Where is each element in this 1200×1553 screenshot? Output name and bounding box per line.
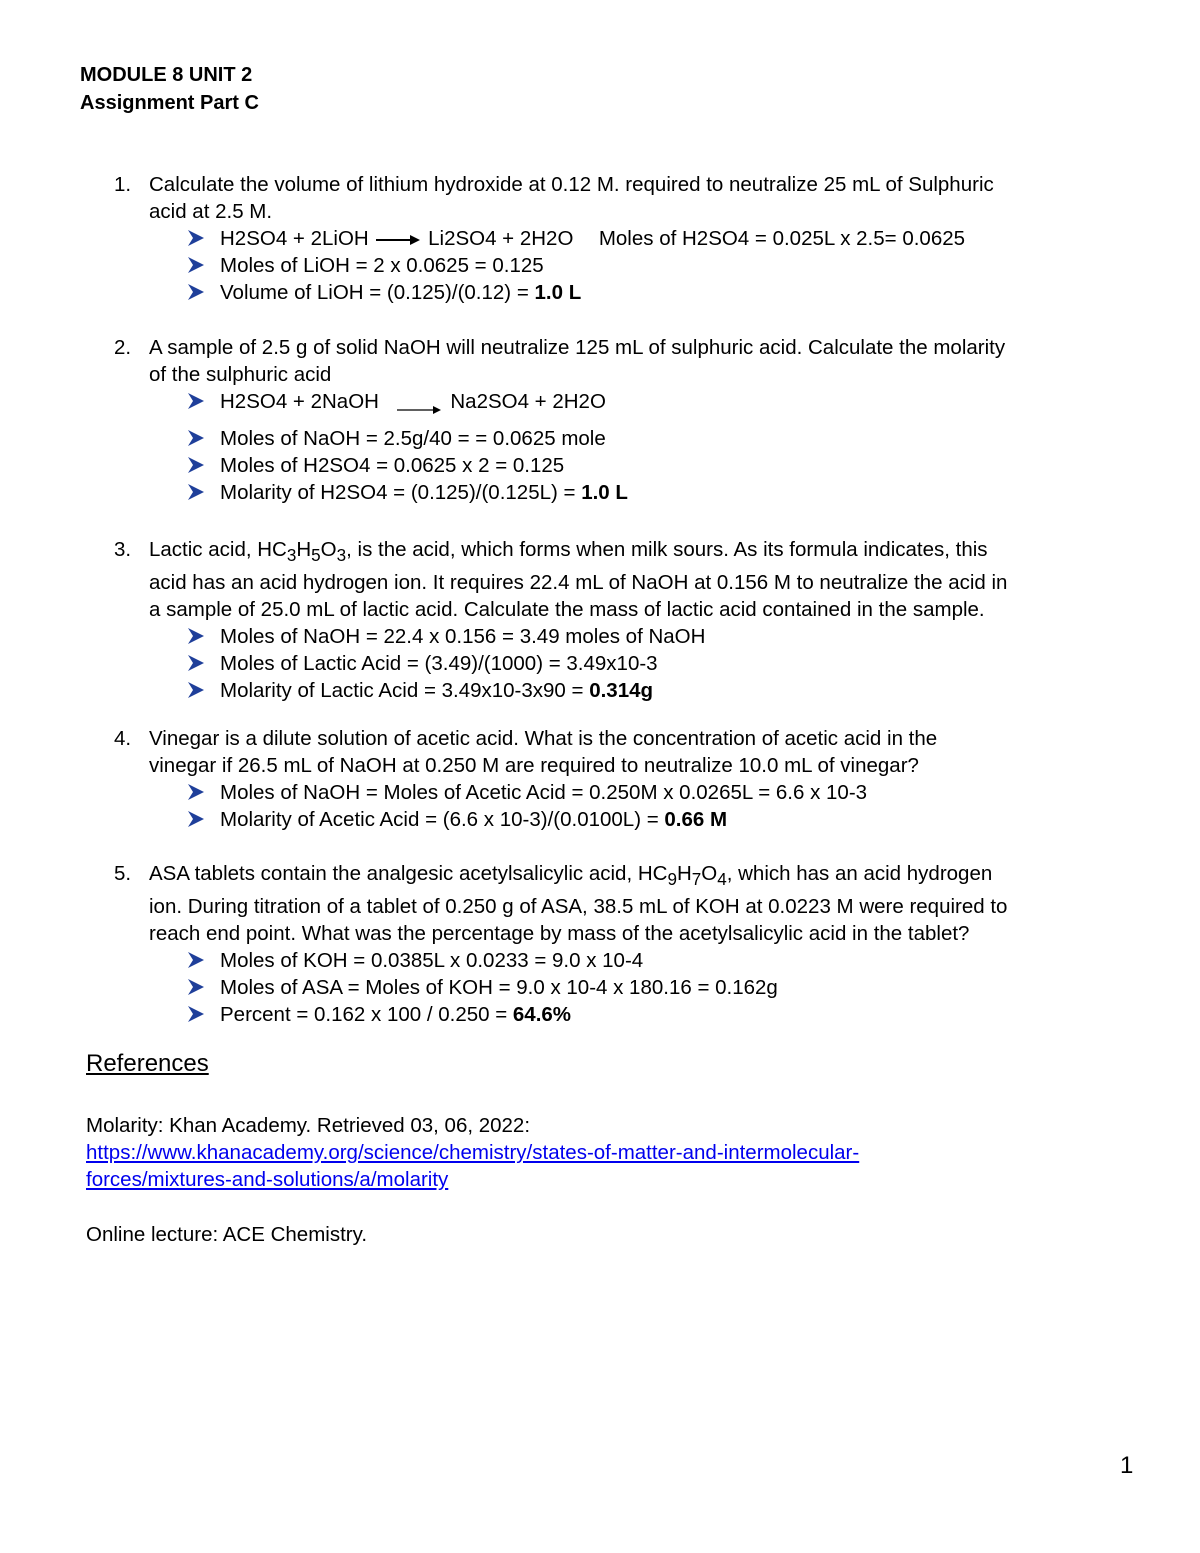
solution-steps bbox=[114, 225, 1154, 306]
arrowhead-bullet-icon bbox=[186, 653, 206, 673]
answer: 0.314g bbox=[589, 679, 654, 703]
step-text: Moles of NaOH = 22.4 x 0.156 = 3.49 moles of NaOH bbox=[220, 625, 706, 649]
question-line: A sample of 2.5 g of solid NaOH will neutralize 125 mL of sulphuric acid. Calculate the molarity bbox=[149, 336, 1006, 359]
step-text: Volume of LiOH = (0.125)/(0.12) = bbox=[220, 281, 535, 304]
step-equation bbox=[186, 225, 1154, 252]
step bbox=[186, 425, 1154, 452]
arrowhead-bullet-icon bbox=[186, 282, 206, 302]
solution-steps bbox=[114, 623, 1154, 704]
step bbox=[186, 779, 1154, 806]
question-line: reach end point. What was the percentage by mass of the acetylsalicylic acid in the tablet? bbox=[149, 922, 970, 946]
step-equation bbox=[186, 388, 1154, 425]
question-number: 2. bbox=[114, 336, 132, 359]
page-number: 1 bbox=[1120, 1452, 1134, 1479]
reference-text: Molarity: Khan Academy. Retrieved 03, 06, 2022: bbox=[86, 1114, 531, 1137]
reference-link[interactable] bbox=[86, 1141, 859, 1191]
question-5 bbox=[114, 860, 1154, 1028]
arrowhead-bullet-icon bbox=[186, 782, 206, 802]
equation-products: Na2SO4 + 2H2O bbox=[450, 390, 606, 413]
question-line bbox=[149, 860, 1154, 893]
step bbox=[186, 452, 1154, 479]
solution-steps bbox=[114, 947, 1154, 1028]
answer: 0.66 M bbox=[664, 808, 728, 831]
step-text: Molarity of H2SO4 = (0.125)/(0.125L) = bbox=[220, 481, 582, 504]
step-text: Molarity of Acetic Acid = (6.6 x 10-3)/(0.0100L) = bbox=[220, 808, 665, 831]
step-text: Moles of NaOH = 2.5g/40 = = 0.0625 mole bbox=[220, 427, 606, 450]
reference-link-line: forces/mixtures-and-solutions/a/molarity bbox=[86, 1168, 449, 1191]
question-text bbox=[149, 334, 1154, 388]
step-text: Moles of LiOH = 2 x 0.0625 = 0.125 bbox=[220, 254, 544, 277]
answer: 1.0 L bbox=[534, 281, 582, 304]
equation-reactants: H2SO4 + 2NaOH bbox=[220, 390, 379, 413]
question-number: 1. bbox=[114, 173, 132, 196]
question-1 bbox=[114, 171, 1154, 306]
text-run: H bbox=[676, 862, 692, 885]
question-line: Calculate the volume of lithium hydroxide at 0.12 M. required to neutralize 25 mL of Sulphuric bbox=[149, 173, 994, 196]
solution-steps bbox=[114, 779, 1154, 833]
step-text: Moles of Lactic Acid = (3.49)/(1000) = 3.49x10-3 bbox=[220, 652, 658, 676]
answer: 64.6% bbox=[512, 1003, 572, 1027]
step-text: Moles of ASA = Moles of KOH = 9.0 x 10-4 x 180.16 = 0.162g bbox=[220, 976, 778, 1000]
reaction-arrow-icon bbox=[385, 388, 445, 418]
reference-entry-khan bbox=[86, 1112, 859, 1193]
question-3 bbox=[114, 536, 1154, 704]
step bbox=[186, 650, 1154, 677]
equation-reactants: H2SO4 + 2LiOH bbox=[220, 227, 369, 250]
arrowhead-bullet-icon bbox=[186, 455, 206, 475]
arrowhead-bullet-icon bbox=[186, 391, 206, 411]
text-run: O bbox=[320, 538, 337, 561]
step-text: Moles of H2SO4 = 0.0625 x 2 = 0.125 bbox=[220, 454, 565, 477]
arrowhead-bullet-icon bbox=[186, 228, 206, 248]
step-text: Percent = 0.162 x 100 / 0.250 = bbox=[220, 1003, 513, 1027]
text-run: Lactic acid, HC bbox=[149, 538, 287, 561]
step bbox=[186, 1001, 1154, 1028]
subscript: 9 bbox=[667, 870, 677, 890]
question-line bbox=[149, 536, 1154, 569]
solution-steps bbox=[114, 388, 1154, 506]
subscript: 7 bbox=[691, 870, 702, 890]
arrowhead-bullet-icon bbox=[186, 428, 206, 448]
question-line: ion. During titration of a tablet of 0.250 g of ASA, 38.5 mL of KOH at 0.0223 M were required to bbox=[149, 895, 1008, 919]
reference-link-line: https://www.khanacademy.org/science/chemistry/states-of-matter-and-intermolecular- bbox=[86, 1141, 860, 1164]
step bbox=[186, 806, 1154, 833]
question-line: a sample of 25.0 mL of lactic acid. Calculate the mass of lactic acid contained in the sample. bbox=[149, 598, 985, 622]
text-run: ASA tablets contain the analgesic acetylsalicylic acid, HC bbox=[149, 862, 668, 885]
arrowhead-bullet-icon bbox=[186, 809, 206, 829]
reaction-arrow-icon bbox=[374, 233, 422, 247]
arrowhead-bullet-icon bbox=[186, 680, 206, 700]
step-text: Molarity of Lactic Acid = 3.49x10-3x90 = bbox=[220, 679, 590, 703]
step-text: Moles of H2SO4 = 0.025L x 2.5= 0.0625 bbox=[598, 227, 966, 250]
step bbox=[186, 623, 1154, 650]
question-text bbox=[149, 725, 1154, 779]
text-run: , which has an acid hydrogen bbox=[726, 862, 993, 885]
question-text bbox=[149, 171, 1154, 225]
subscript: 3 bbox=[336, 546, 347, 566]
question-2 bbox=[114, 334, 1154, 506]
arrowhead-bullet-icon bbox=[186, 1004, 206, 1024]
subscript: 5 bbox=[311, 546, 321, 566]
step-text: Moles of KOH = 0.0385L x 0.0233 = 9.0 x 10-4 bbox=[220, 949, 644, 973]
arrowhead-bullet-icon bbox=[186, 626, 206, 646]
question-text bbox=[149, 536, 1154, 623]
assignment-subtitle: Assignment Part C bbox=[80, 92, 259, 114]
text-run: H bbox=[296, 538, 312, 561]
question-line: Vinegar is a dilute solution of acetic acid. What is the concentration of acetic acid in the bbox=[149, 727, 938, 750]
question-line: vinegar if 26.5 mL of NaOH at 0.250 M are required to neutralize 10.0 mL of vinegar? bbox=[149, 754, 919, 777]
arrowhead-bullet-icon bbox=[186, 950, 206, 970]
step bbox=[186, 479, 1154, 506]
question-line: acid at 2.5 M. bbox=[149, 200, 273, 223]
question-4 bbox=[114, 725, 1154, 833]
subscript: 4 bbox=[717, 870, 727, 890]
question-number: 4. bbox=[114, 727, 132, 750]
arrowhead-bullet-icon bbox=[186, 977, 206, 997]
question-line: acid has an acid hydrogen ion. It requires 22.4 mL of NaOH at 0.156 M to neutralize the acid in bbox=[149, 571, 1008, 595]
module-title: MODULE 8 UNIT 2 bbox=[80, 64, 253, 86]
references-heading: References bbox=[86, 1050, 209, 1077]
arrowhead-bullet-icon bbox=[186, 482, 206, 502]
step-text: Moles of NaOH = Moles of Acetic Acid = 0.250M x 0.0265L = 6.6 x 10-3 bbox=[220, 781, 868, 804]
subscript: 3 bbox=[286, 546, 297, 566]
step bbox=[186, 947, 1154, 974]
question-text bbox=[149, 860, 1154, 947]
text-run: , is the acid, which forms when milk sours. As its formula indicates, this bbox=[346, 538, 988, 561]
question-line: of the sulphuric acid bbox=[149, 363, 332, 386]
answer: 1.0 L bbox=[581, 481, 628, 504]
step bbox=[186, 252, 1154, 279]
question-number: 3. bbox=[114, 538, 132, 561]
equation-products: Li2SO4 + 2H2O bbox=[428, 227, 574, 250]
arrowhead-bullet-icon bbox=[186, 255, 206, 275]
step bbox=[186, 279, 1154, 306]
step bbox=[186, 974, 1154, 1001]
reference-entry-lecture: Online lecture: ACE Chemistry. bbox=[86, 1223, 368, 1246]
step bbox=[186, 677, 1154, 704]
question-number: 5. bbox=[114, 862, 132, 885]
text-run: O bbox=[701, 862, 718, 885]
